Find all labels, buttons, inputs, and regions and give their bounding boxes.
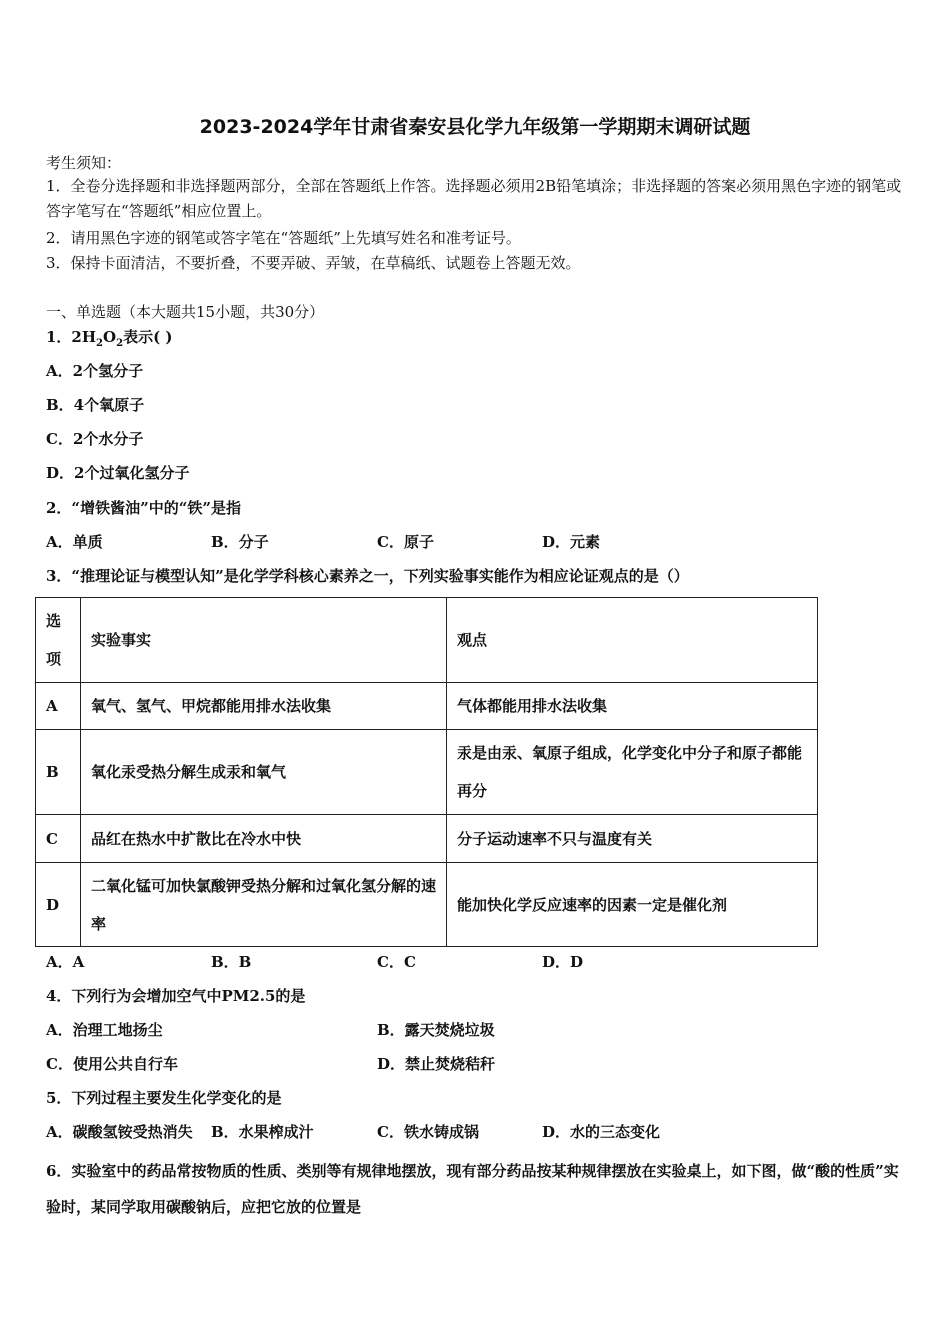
- row-fact: 氧气、氢气、甲烷都能用排水法收集: [81, 683, 447, 730]
- q1-option-d: D．2个过氧化氢分子: [46, 464, 190, 482]
- header-fact-cell: 实验事实: [81, 598, 447, 683]
- header-option-line1: 选: [46, 612, 62, 630]
- notice-heading: 考生须知：: [46, 154, 122, 172]
- q1-option-c: C．2个水分子: [46, 430, 144, 448]
- table-row: [36, 815, 818, 863]
- q4-option-b: B．露天焚烧垃圾: [377, 1021, 495, 1039]
- notice-item-2: 2．请用黑色字迹的钢笔或答字笔在“答题纸”上先填写姓名和准考证号。: [46, 229, 521, 247]
- question-5-stem: 5．下列过程主要发生化学变化的是: [46, 1089, 282, 1107]
- q3-option-b: B．B: [211, 953, 252, 971]
- q5-option-b: B．水果榨成汁: [211, 1123, 314, 1141]
- q5-option-a: A．碳酸氢铵受热消失: [46, 1123, 193, 1141]
- row-fact: 品红在热水中扩散比在冷水中快: [81, 815, 447, 863]
- q4-option-c: C．使用公共自行车: [46, 1055, 178, 1073]
- table-row: [36, 863, 818, 947]
- row-option: A: [36, 683, 81, 730]
- q3-table: [35, 597, 818, 947]
- q5-option-d: D．水的三态变化: [542, 1123, 661, 1141]
- q3-option-d: D．D: [542, 953, 584, 971]
- q4-option-a: A．治理工地扬尘: [46, 1021, 163, 1039]
- question-1-stem: 1．$2H_2O_2$表示( ): [46, 328, 173, 349]
- q2-option-a: A．单质: [46, 533, 103, 551]
- q3-option-a: A．A: [46, 953, 85, 971]
- q3-option-c: C．C: [377, 953, 416, 971]
- row-view: 分子运动速率不只与温度有关: [447, 815, 818, 863]
- q2-option-b: B．分子: [211, 533, 269, 551]
- page-title: 2023-2024学年甘肃省秦安县化学九年级第一学期期末调研试题: [199, 116, 751, 138]
- header-option-line2: 项: [46, 650, 62, 668]
- header-view-cell: 观点: [447, 598, 818, 683]
- row-fact: 二氧化锰可加快氯酸钾受热分解和过氧化氢分解的速率: [81, 863, 447, 947]
- q1-option-a: A．2个氢分子: [46, 362, 144, 380]
- row-option: D: [36, 863, 81, 947]
- row-option: B: [36, 730, 81, 815]
- header-option-cell: [36, 598, 81, 683]
- question-3-stem: 3．“推理论证与模型认知”是化学学科核心素养之一，下列实验事实能作为相应论证观点的是（）: [46, 567, 689, 585]
- row-view: 能加快化学反应速率的因素一定是催化剂: [447, 863, 818, 947]
- row-option: C: [36, 815, 81, 863]
- row-view: 汞是由汞、氧原子组成，化学变化中分子和原子都能再分: [447, 730, 818, 815]
- table-header-row: [36, 598, 818, 683]
- notice-item-1: 1．全卷分选择题和非选择题两部分，全部在答题纸上作答。选择题必须用2B铅笔填涂；非选择题的答案必须用黑色字迹的钢笔或答字笔写在“答题纸”相应位置上。: [46, 177, 902, 220]
- row-view: 气体都能用排水法收集: [447, 683, 818, 730]
- notice-item-3: 3．保持卡面清洁，不要折叠，不要弄破、弄皱，在草稿纸、试题卷上答题无效。: [46, 254, 581, 272]
- question-2-stem: 2．“增铁酱油”中的“铁”是指: [46, 499, 241, 517]
- table-row: [36, 730, 818, 815]
- q5-option-c: C．铁水铸成锅: [377, 1123, 479, 1141]
- table-row: [36, 683, 818, 730]
- q4-option-d: D．禁止焚烧秸秆: [377, 1055, 496, 1073]
- q2-option-c: C．原子: [377, 533, 434, 551]
- section-heading: 一、单选题（本大题共15小题，共30分）: [46, 303, 325, 321]
- question-4-stem: 4．下列行为会增加空气中PM2.5的是: [46, 987, 306, 1005]
- row-fact: 氧化汞受热分解生成汞和氧气: [81, 730, 447, 815]
- question-6-stem: 6．实验室中的药品常按物质的性质、类别等有规律地摆放，现有部分药品按某种规律摆放在实验桌上，如下图，做“酸的性质”实验时，某同学取用碳酸钠后，应把它放的位置是: [46, 1162, 899, 1216]
- q2-option-d: D．元素: [542, 533, 601, 551]
- q1-option-b: B．4个氧原子: [46, 396, 145, 414]
